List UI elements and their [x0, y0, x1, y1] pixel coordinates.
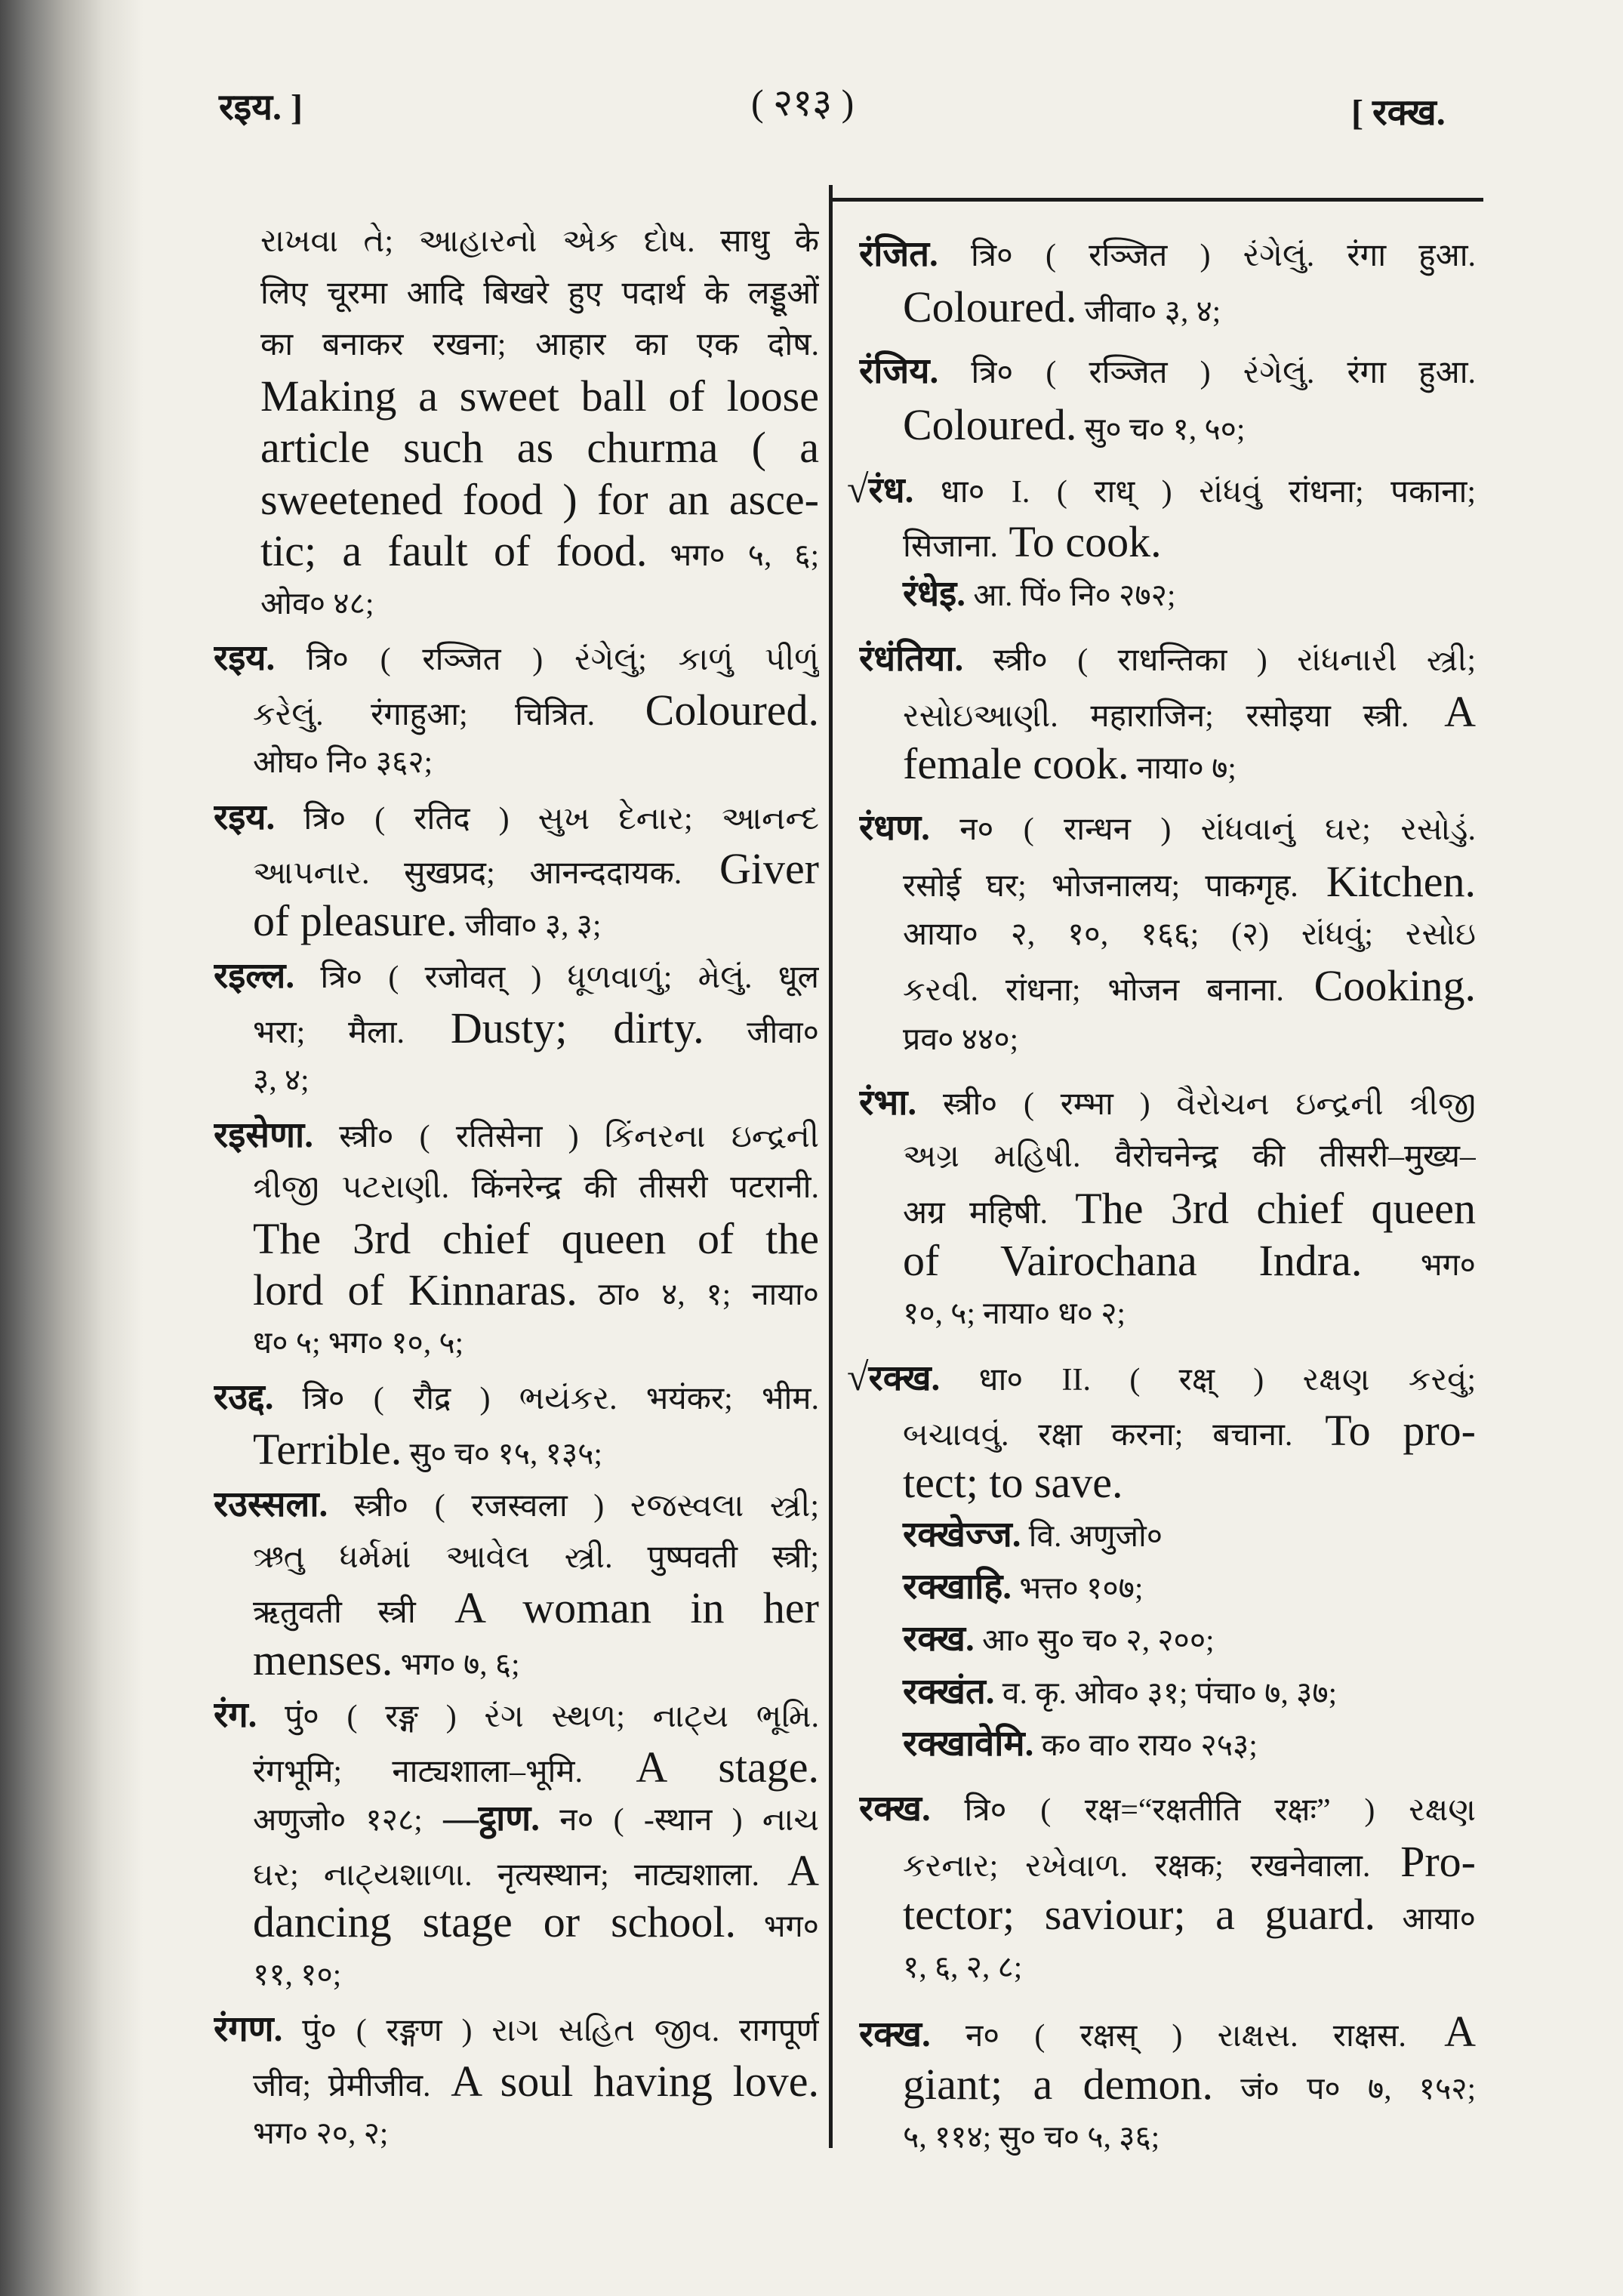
english-gloss: A [1406, 2007, 1476, 2057]
dictionary-entry [847, 464, 1476, 621]
headword: रउस्सला. [214, 1485, 328, 1524]
english-gloss: tector; saviour; a guard. [903, 1889, 1376, 1939]
headword: रंजिय. [859, 352, 939, 392]
entry-line [214, 792, 819, 844]
citation: वि. अणुजो० [1021, 1518, 1163, 1553]
english-gloss: dancing stage or school. [253, 1897, 737, 1946]
vernacular-gloss: त्रि० ( रक्ष=“रक्षतीति रक्षः” ) રક્ષણ [930, 1793, 1476, 1829]
vernacular-gloss: आया० २, १०, १६६; (२) રાંધવું; રસોઇ [903, 917, 1476, 953]
citation: क० वा० राय० २५३; [1033, 1727, 1258, 1763]
english-gloss: article such as churma ( a [260, 423, 819, 472]
vernacular-gloss: કરેલું. रंगाहुआ; चित्रित. [253, 697, 596, 732]
citation: आया० [1375, 1900, 1476, 1936]
sub-headword: रक्खंत. [903, 1672, 995, 1712]
entry-line [859, 1666, 1476, 1718]
left-column [214, 215, 819, 2159]
entry-line [859, 229, 1476, 281]
citation: भग० [1362, 1247, 1476, 1282]
citation: भग० [736, 1909, 819, 1943]
entry-line [859, 1077, 1476, 1130]
citation: आ० सु० च० २, २००; [974, 1623, 1215, 1658]
entry-line [214, 319, 819, 371]
dictionary-entry [859, 1783, 1476, 1993]
english-gloss: Kitchen. [1298, 856, 1476, 906]
english-gloss: tic; a fault of food. [260, 526, 648, 575]
headword: रंगण. [214, 2010, 283, 2049]
dictionary-entry [859, 633, 1476, 791]
entry-line [214, 1317, 819, 1369]
entry-line [214, 685, 819, 737]
sub-headword: रंधेइ. [903, 574, 965, 614]
entry-line [214, 736, 819, 788]
headword: रउद्द. [214, 1378, 274, 1417]
headword: रक्ख. [859, 2015, 931, 2055]
citation: ठा० ४, १; नाया० [577, 1277, 819, 1311]
entry-line [214, 2004, 819, 2056]
entry-line [859, 399, 1476, 451]
dictionary-entry-continued [214, 215, 819, 629]
entry-line [859, 855, 1476, 908]
headword: रंजित. [859, 235, 938, 274]
entry-line [859, 2005, 1476, 2057]
entry-line [214, 1742, 819, 1794]
entry-line [214, 951, 819, 1003]
dictionary-entry [859, 803, 1476, 1065]
headword: रंध. [868, 470, 914, 510]
dictionary-entry [847, 1351, 1476, 1771]
entry-line [214, 1479, 819, 1531]
headword: रइय. [214, 797, 276, 837]
english-gloss: Giver [682, 844, 819, 893]
english-gloss: Dusty; dirty. [405, 1003, 704, 1052]
vernacular-gloss: का बनाकर रखना; आहार का एक दोष. [260, 328, 819, 362]
entry-line [214, 474, 819, 526]
entry-line [859, 1234, 1476, 1287]
entry-line [214, 1531, 819, 1583]
vernacular-gloss: રસોઇઆણી. महाराजिन; रसोइया स्त्री. [903, 698, 1409, 734]
entry-line [214, 525, 819, 578]
entry-line [859, 1012, 1476, 1065]
vernacular-gloss: लिए चूरमा आदि बिखरे हुए पदार्थ के लड्डूओं [260, 276, 819, 311]
entry-line [859, 1718, 1476, 1771]
english-gloss: giant; a demon. [903, 2059, 1214, 2109]
english-gloss: The 3rd chief queen [1048, 1183, 1476, 1233]
vernacular-gloss: त्रि० ( रञ्जित ) રંગેલું. रंगा हुआ. [938, 239, 1476, 273]
english-gloss: of Vairochana Indra. [903, 1236, 1363, 1285]
dictionary-entry [859, 346, 1476, 451]
dictionary-entry [859, 2005, 1476, 2162]
entry-line [859, 1783, 1476, 1835]
citation: आ. पिं० नि० २७२; [965, 577, 1176, 612]
citation: सु० च० १५, १३५; [402, 1435, 602, 1471]
entry-line [214, 1897, 819, 1949]
citation: ध० ५; भग० १०, ५; [253, 1324, 464, 1360]
dictionary-entry [214, 1479, 819, 1686]
vernacular-gloss: ऋतुवती स्त्री [253, 1595, 416, 1630]
entry-line [214, 895, 819, 948]
vernacular-gloss: रंगभूमि; नाट्यशाला–भूमि. [253, 1754, 583, 1789]
vernacular-gloss: भरा; मैला. [253, 1015, 405, 1050]
headword: रक्ख. [859, 1789, 931, 1829]
entry-line [214, 1003, 819, 1055]
vernacular-gloss: त्रि० ( रजोवत् ) ધૂળવાળું; મેલું. धूल [294, 960, 819, 995]
entry-line [859, 1561, 1476, 1613]
entry-line [859, 908, 1476, 960]
entry-line [859, 2058, 1476, 2110]
entry-line [859, 738, 1476, 790]
entry-line [859, 686, 1476, 738]
entry-line [859, 1404, 1476, 1456]
sub-headword: रक्खाहि. [903, 1567, 1012, 1607]
dictionary-entry [214, 792, 819, 948]
sub-headword: —ट्ठाण. [422, 1799, 540, 1838]
headword: रंग. [214, 1696, 257, 1735]
entry-line [214, 1424, 819, 1476]
citation: नाया० ७; [1129, 750, 1236, 786]
entry-line [214, 1110, 819, 1162]
entry-line [859, 281, 1476, 333]
entry-line [859, 1835, 1476, 1888]
entry-line [859, 1287, 1476, 1339]
vernacular-gloss: स्त्री० ( राधन्तिका ) રાંધનારી સ્ત્રી; [963, 643, 1476, 678]
headword: रंधंतिया. [859, 639, 964, 679]
sub-headword: रक्ख. [903, 1620, 975, 1660]
headword: रइसेणा. [214, 1115, 313, 1155]
citation: ३, ४; [253, 1062, 310, 1097]
vernacular-gloss: અગ્ર મહિષી. वैरोचनेन्द्र की तीसरी–मुख्य– [903, 1139, 1476, 1175]
column-divider [829, 185, 833, 2148]
entry-line [859, 1888, 1476, 1940]
entry-line [214, 1265, 819, 1317]
entry-line [847, 464, 1476, 516]
entry-line [214, 1949, 819, 2001]
vernacular-gloss: ઋતુ ધર્મમાં આવેલ સ્ત્રી. पुष्पवती स्त्री; [253, 1539, 819, 1575]
entry-line [214, 1793, 819, 1845]
entry-line [214, 422, 819, 474]
entry-line [214, 1213, 819, 1265]
sub-headword: रक्खेज्ज. [903, 1515, 1021, 1555]
page-number: ( २१३ ) [751, 82, 855, 124]
dictionary-entry [859, 229, 1476, 334]
entry-line [214, 1845, 819, 1897]
vernacular-gloss: ત્રીજી પટરાણી. किंनरेन्द्र की तीसरी पटरानी. [253, 1170, 819, 1205]
english-gloss: A soul having love. [430, 2056, 819, 2106]
entry-line [214, 633, 819, 685]
dictionary-entry [214, 1372, 819, 1475]
dictionary-entry [214, 1110, 819, 1369]
headword: रइय. [214, 639, 276, 678]
english-gloss: A [759, 1845, 819, 1895]
vernacular-gloss: त्रि० ( रौद्र ) ભયંકર. भयंकर; भीम. [273, 1382, 819, 1416]
dictionary-entry [214, 633, 819, 788]
citation: भत्त० १०७; [1012, 1570, 1144, 1605]
vernacular-gloss: આપનાર. सुखप्रद; आनन्ददायक. [253, 856, 682, 891]
entry-line [859, 1130, 1476, 1182]
english-gloss: A woman in her [415, 1583, 819, 1632]
english-gloss: lord of Kinnaras. [253, 1265, 577, 1314]
entry-line [859, 1940, 1476, 1992]
citation: सु० च० १, ५०; [1076, 411, 1246, 446]
entry-line [847, 1351, 1476, 1404]
entry-line [214, 2107, 819, 2159]
english-gloss: female cook. [903, 739, 1129, 789]
header-rule [830, 198, 1483, 202]
sub-headword: रक्खावेमि. [903, 1724, 1034, 1764]
english-gloss: Cooking. [1283, 961, 1476, 1011]
english-gloss: of pleasure. [253, 895, 457, 945]
english-gloss: To pro- [1292, 1405, 1476, 1455]
citation: १०, ५; नाया० ध० २; [903, 1296, 1126, 1331]
citation: भग० ५, ६; [647, 538, 819, 572]
vernacular-gloss: બચાવવું. रक्षा करना; बचाना. [903, 1417, 1293, 1453]
vernacular-gloss: न० ( रान्धन ) રાંધવાનું ઘર; રસોડું. [929, 812, 1476, 848]
entry-line [214, 267, 819, 319]
root-mark: √ [847, 1356, 869, 1400]
vernacular-gloss: रसोई घर; भोजनालय; पाकगृह. [903, 868, 1298, 904]
dictionary-entry [214, 2004, 819, 2159]
citation: ५, ११४; सु० च० ५, ३६; [903, 2119, 1160, 2155]
headword: रंधण. [859, 809, 930, 849]
entry-line [859, 1613, 1476, 1666]
english-gloss: Coloured. [903, 282, 1077, 332]
right-column [847, 229, 1476, 2162]
entry-line [214, 843, 819, 895]
headword: रक्ख. [868, 1359, 941, 1399]
vernacular-gloss: રાખવા તે; આહારનો એક દોષ. साधु के [260, 224, 819, 259]
vernacular-gloss: त्रि० ( रञ्जित ) રંગેલું; કાળું પીળું [275, 643, 819, 677]
english-gloss: sweetened food ) for an asce- [260, 474, 819, 524]
entry-line [214, 1054, 819, 1106]
root-mark: √ [847, 467, 869, 511]
citation: भग० ७, ६; [393, 1646, 520, 1681]
english-gloss: A [1409, 686, 1476, 736]
headword: रंभा. [859, 1083, 917, 1123]
entry-line [214, 1635, 819, 1687]
entry-line [214, 578, 819, 630]
vernacular-gloss: न० ( -स्थान ) નાચ [540, 1803, 819, 1838]
english-gloss: menses. [253, 1635, 393, 1684]
vernacular-gloss: ઘર; નાટ્યશાળા. नृत्यस्थान; नाट्यशाला. [253, 1857, 759, 1893]
english-gloss: tect; to save. [903, 1458, 1123, 1508]
entry-line [859, 633, 1476, 686]
citation: जीवा० ३, ३; [457, 907, 602, 942]
vernacular-gloss: पुं० ( रङ्गण ) રાગ સહિત જીવ. रागपूर्ण [282, 2014, 819, 2048]
english-gloss: The 3rd chief queen of the [253, 1213, 819, 1263]
entry-line [214, 1372, 819, 1424]
entry-line [859, 1509, 1476, 1561]
dictionary-entry [214, 1690, 819, 2000]
entry-line [214, 371, 819, 423]
vernacular-gloss: त्रि० ( रञ्जित ) રંગેલું. रंगा हुआ. [938, 356, 1476, 391]
citation: ओघ० नि० ३६२; [253, 744, 433, 779]
english-gloss: Pro- [1370, 1837, 1476, 1887]
vernacular-gloss: अग्र महिषी. [903, 1195, 1049, 1231]
entry-line [859, 346, 1476, 398]
english-gloss: Coloured. [903, 399, 1077, 449]
left-guide-word: रइय. ] [219, 88, 303, 128]
entry-line [859, 803, 1476, 855]
vernacular-gloss: स्त्री० ( रजस्वला ) રજસ્વલા સ્ત્રી; [328, 1489, 819, 1524]
entry-line [214, 2056, 819, 2108]
entry-line [214, 1583, 819, 1635]
citation: १, ६, २, ८; [903, 1949, 1023, 1985]
vernacular-gloss: धा० II. ( रक्ष् ) રક્ષણ કરવું; [940, 1363, 1476, 1398]
english-gloss: A stage. [582, 1742, 819, 1792]
vernacular-gloss: કરવી. रांधना; भोजन बनाना. [903, 973, 1284, 1009]
entry-line [859, 2110, 1476, 2162]
citation: प्रव० ४४०; [903, 1021, 1019, 1056]
entry-line [214, 215, 819, 267]
english-gloss: Making a sweet ball of loose [260, 371, 819, 421]
citation: जीवा० [704, 1014, 819, 1049]
entry-line [214, 1161, 819, 1213]
vernacular-gloss: पुं० ( रङ्ग ) રંગ સ્થળ; નાટ્ય ભૂમિ. [257, 1700, 819, 1734]
entry-line [859, 1182, 1476, 1234]
citation: ११, १०; [253, 1956, 342, 1992]
vernacular-gloss: स्त्री० ( रतिसेना ) કિંનરના ઇન્દ્રની [313, 1119, 819, 1154]
vernacular-gloss: કરનાર; રખેવાળ. रक्षक; रखनेवाला. [903, 1849, 1371, 1885]
dictionary-entry [859, 1077, 1476, 1339]
vernacular-gloss: सिजाना. [903, 529, 999, 565]
entry-line [859, 960, 1476, 1012]
english-gloss: Terrible. [253, 1424, 402, 1474]
vernacular-gloss: स्त्री० ( रम्भा ) વૈરોચન ઇન્દ્રની ત્રીજી [916, 1086, 1476, 1122]
dictionary-entry [214, 951, 819, 1106]
citation: ओव० ४८; [260, 585, 374, 621]
entry-line [859, 569, 1476, 621]
english-gloss: Coloured. [595, 685, 819, 735]
citation: जं० प० ७, १५२; [1213, 2070, 1476, 2106]
entry-line [859, 1456, 1476, 1509]
citation: अणुजो० १२८; [253, 1802, 423, 1837]
entry-line [214, 1690, 819, 1742]
headword: रइल्ल. [214, 957, 295, 996]
scan-shadow-edge [0, 0, 143, 2296]
right-guide-word: [ रक्ख. [1351, 93, 1446, 133]
vernacular-gloss: धा० I. ( राध् ) રાંધવું रांधना; पकाना; [913, 474, 1476, 510]
citation: व. कृ. ओव० ३१; पंचा० ७, ३७; [994, 1675, 1338, 1710]
english-gloss: To cook. [998, 517, 1162, 567]
citation: जीवा० ३, ४; [1076, 294, 1221, 329]
citation: भग० २०, २; [253, 2116, 389, 2150]
vernacular-gloss: न० ( रक्षस् ) રાક્ષસ. राक्षस. [930, 2019, 1406, 2054]
vernacular-gloss: त्रि० ( रतिद ) સુખ દેનાર; આનન્દ [275, 801, 819, 837]
vernacular-gloss: जीव; प्रेमीजीव. [253, 2068, 431, 2103]
entry-line [859, 516, 1476, 568]
